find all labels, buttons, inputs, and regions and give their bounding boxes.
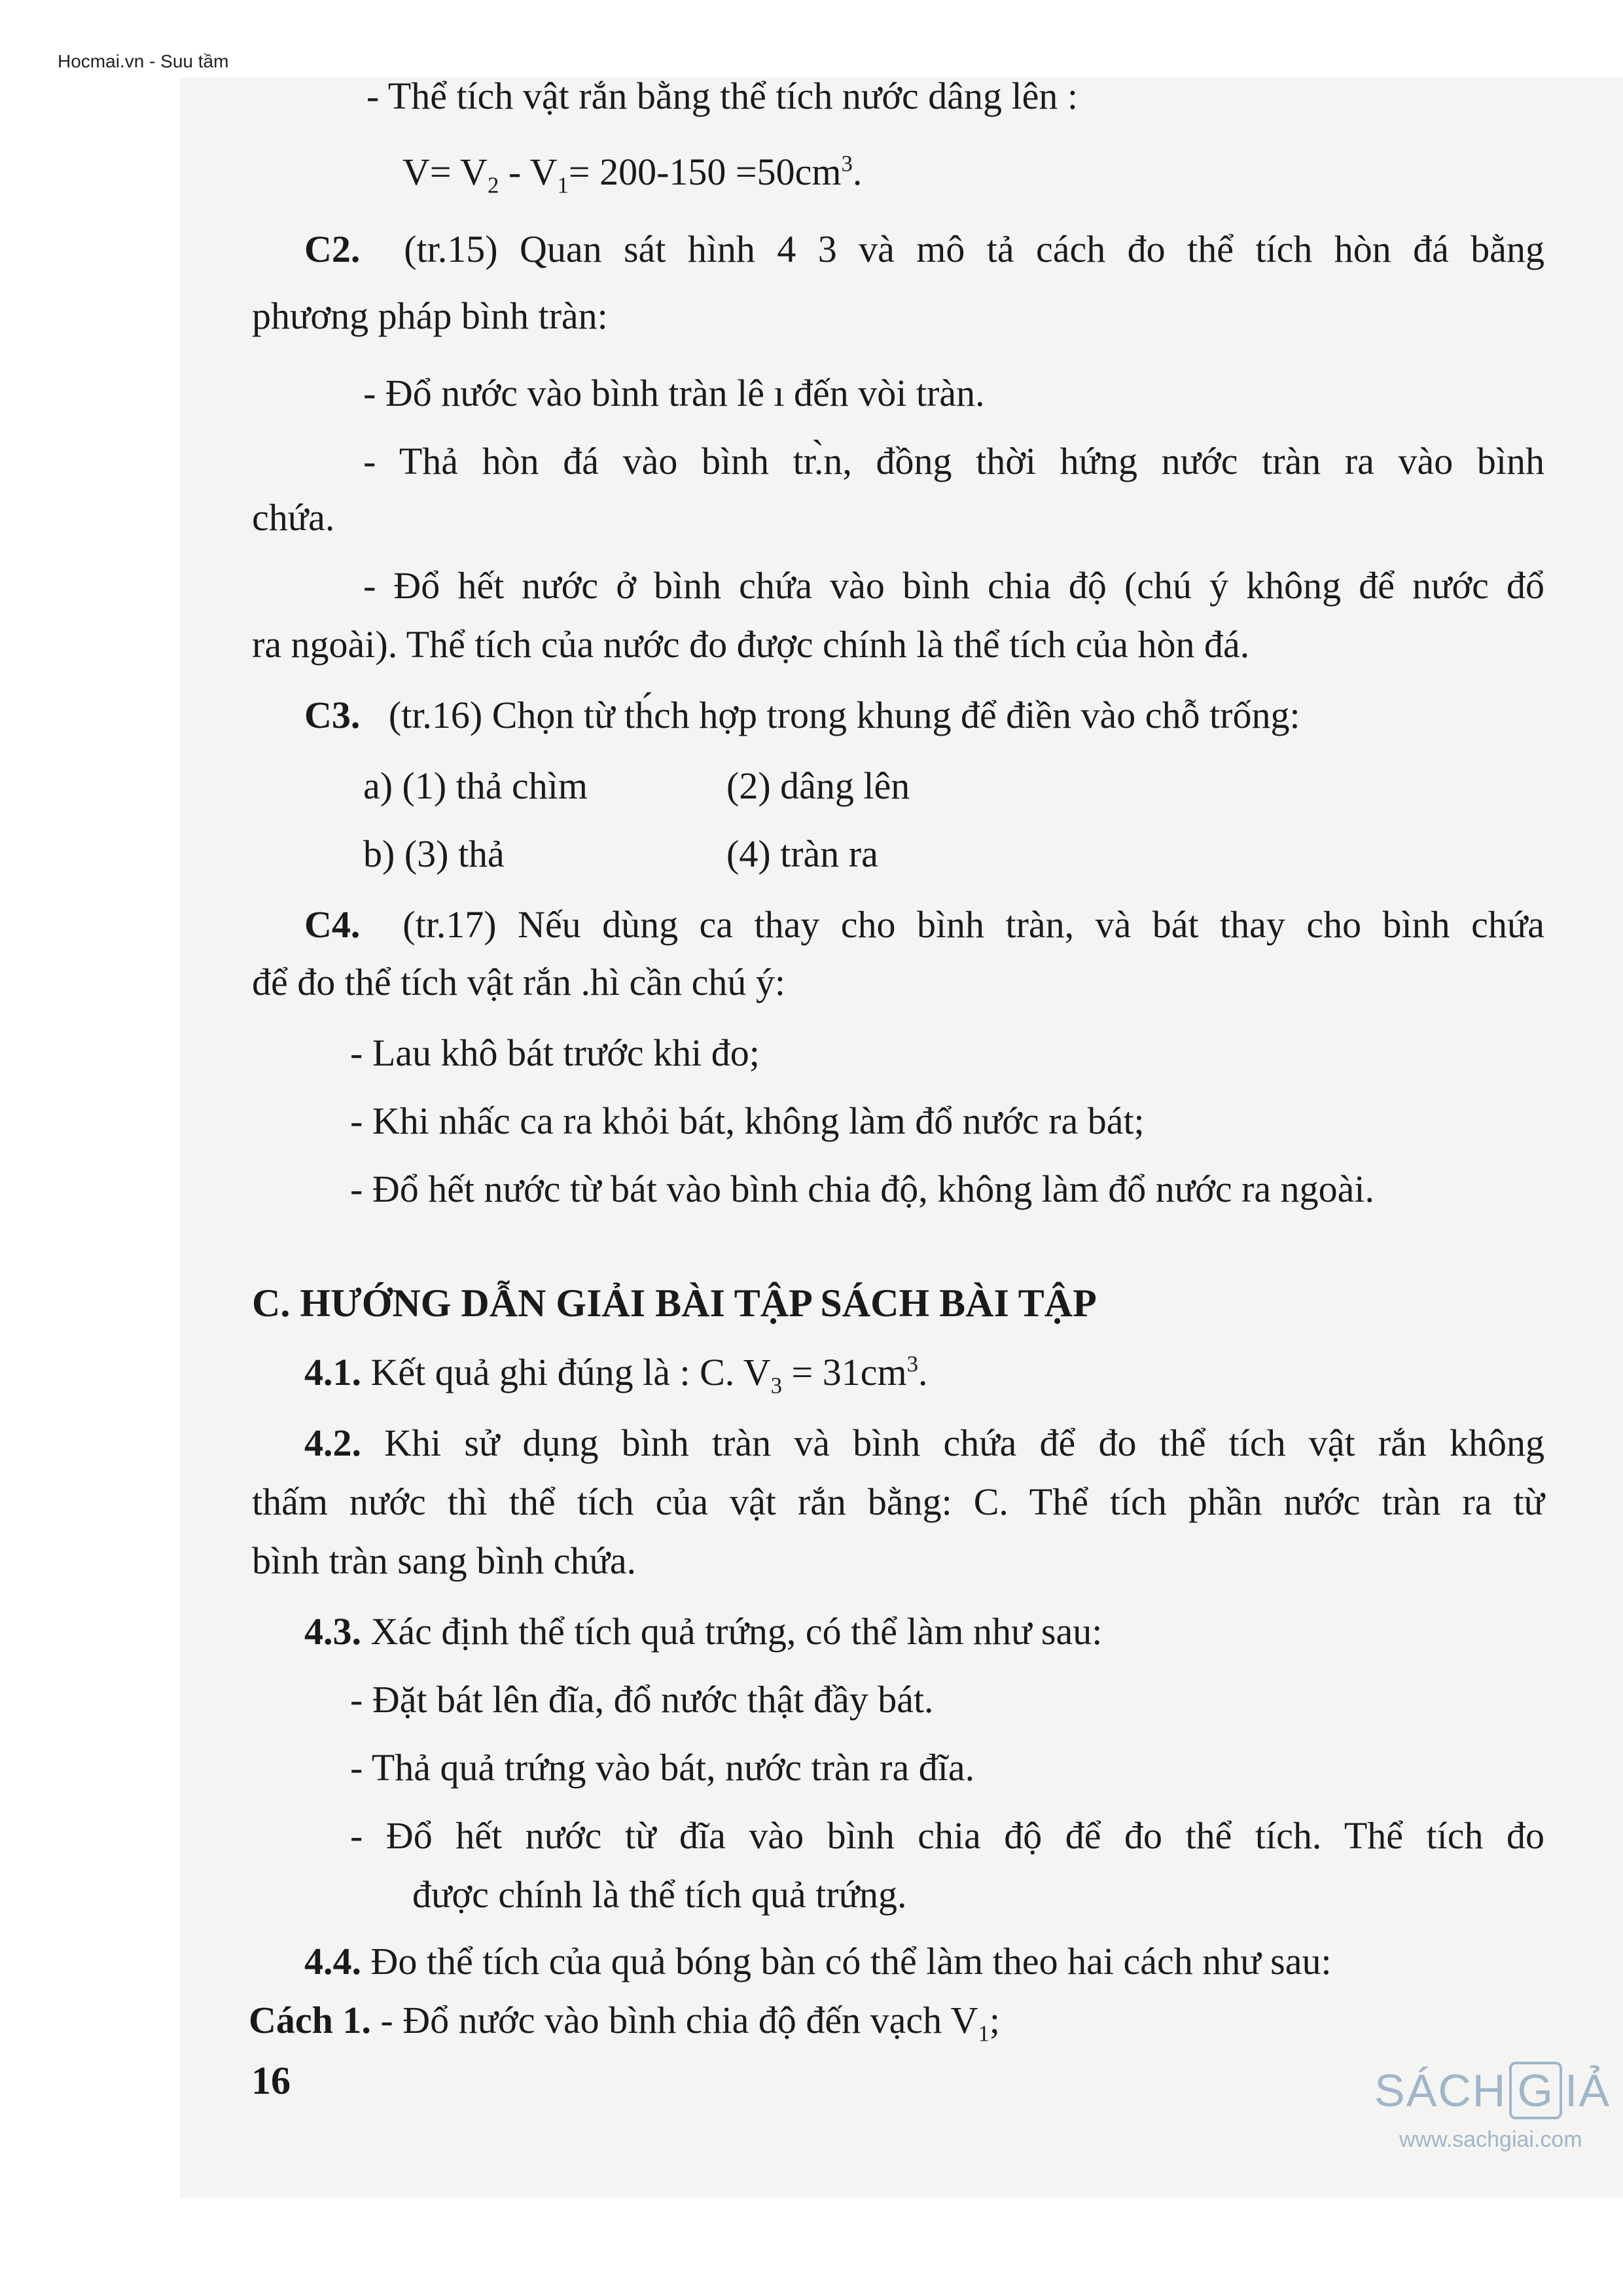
- volume-formula: $V= V_2 - V_1= 200-150 =50cm^3$.: [402, 151, 863, 198]
- c2-step-3: - Đổ hết nước ở bình chứa vào bình chia độ (chú ý không để nước đổ: [363, 564, 1544, 607]
- exercise-4-3-step-1: - Đặt bát lên đĩa, đổ nước thật đầy bát.: [350, 1678, 934, 1721]
- c2-question-cont: phương pháp bình tràn:: [252, 295, 608, 337]
- c2-step-1: - Đổ nước vào bình tràn lê ı đến vòi tràn.: [363, 372, 985, 414]
- volume-statement: - Thể tích vật rắn bằng thể tích nước dâng lên :: [366, 75, 1078, 117]
- c4-question-cont: để đo thể tích vật rắn .hì cần chú ý:: [252, 961, 785, 1003]
- c4-note-3: - Đổ hết nước từ bát vào bình chia độ, không làm đổ nước ra ngoài.: [350, 1168, 1375, 1210]
- method-1: Cách 1. - Đổ nước vào bình chia độ đến vạch $V_1$;: [249, 1999, 1000, 2047]
- c2-step-2-cont: chứa.: [252, 496, 335, 539]
- exercise-4-2: 4.2. Khi sử dụng bình tràn và bình chứa để đo thể tích vật rắn không: [304, 1422, 1545, 1464]
- c2-step-3-cont: ra ngoài). Thể tích của nước đo được chính là thể tích của hòn đá.: [252, 623, 1250, 666]
- exercise-4-3-step-2: - Thả quả trứng vào bát, nước tràn ra đĩa.: [350, 1746, 975, 1789]
- c3-answer-b2: (4) tràn ra: [726, 833, 878, 875]
- c4-note-2: - Khi nhấc ca ra khỏi bát, không làm đổ nước ra bát;: [350, 1100, 1145, 1142]
- sachgiai-watermark: [1374, 2062, 1623, 2160]
- page-number: 16: [251, 2059, 291, 2102]
- section-heading-c: C. HƯỚNG DẪN GIẢI BÀI TẬP SÁCH BÀI TẬP: [252, 1282, 1097, 1325]
- c4-question: C4. (tr.17) Nếu dùng ca thay cho bình tràn, và bát thay cho bình chứa: [304, 903, 1544, 946]
- exercise-4-2-cont-2: bình tràn sang bình chứa.: [252, 1539, 637, 1582]
- exercise-4-1: 4.1. Kết quả ghi đúng là : C. $V_3 = 31cm^3$.: [304, 1351, 928, 1399]
- c3-answer-a2: (2) dâng lên: [726, 764, 910, 807]
- watermark-logo: SÁCH G IẢ: [1374, 2062, 1611, 2119]
- exercise-4-3-step-3-cont: được chính là thể tích quả trứng.: [412, 1873, 907, 1916]
- c3-answer-b1: b) (3) thả: [363, 833, 505, 875]
- exercise-4-4: 4.4. Đo thể tích của quả bóng bàn có thể làm theo hai cách như sau:: [304, 1940, 1332, 1982]
- header-source-note: Hocmai.vn - Suu tầm: [58, 51, 229, 71]
- c3-question: C3. (tr.16) Chọn từ th́ch hợp trong khung để điền vào chỗ trống:: [304, 694, 1300, 736]
- exercise-4-2-cont-1: thấm nước thì thể tích của vật rắn bằng: C. Thể tích phần nước tràn ra từ: [252, 1480, 1544, 1523]
- c2-question: C2. (tr.15) Quan sát hình 4 3 và mô tả cách đo thể tích hòn đá bằng: [304, 228, 1545, 270]
- c4-note-1: - Lau khô bát trước khi đo;: [350, 1031, 760, 1074]
- c3-answer-a1: a) (1) thả chìm: [363, 764, 588, 807]
- exercise-4-3: 4.3. Xác định thể tích quả trứng, có thể làm như sau:: [304, 1610, 1103, 1653]
- c2-step-2: - Thả hòn đá vào bình tr.̀n, đồng thời hứng nước tràn ra vào bình: [363, 440, 1544, 482]
- watermark-url: www.sachgiai.com: [1399, 2127, 1582, 2152]
- exercise-4-3-step-3: - Đổ hết nước từ đĩa vào bình chia độ để đo thể tích. Thể tích đo: [350, 1814, 1544, 1857]
